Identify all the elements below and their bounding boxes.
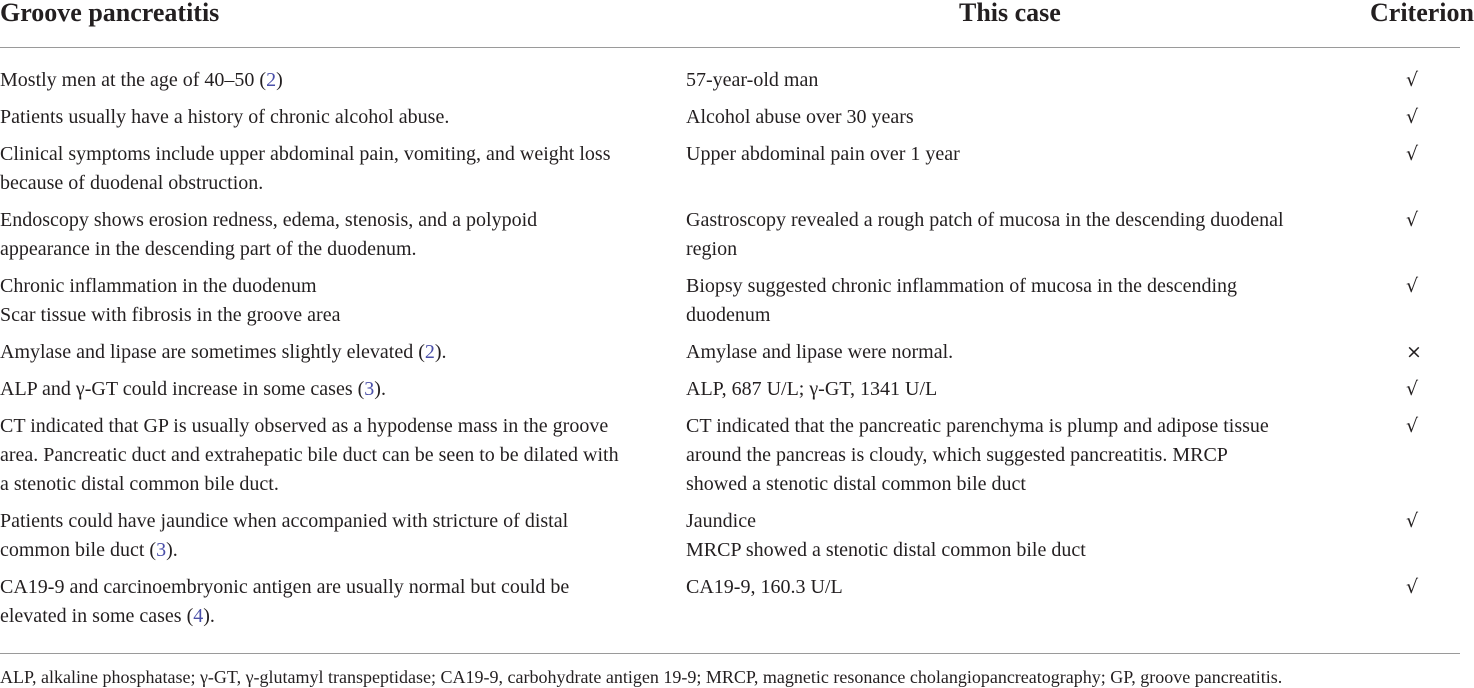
feature-line (0, 412, 686, 441)
table-footnote: ALP, alkaline phosphatase; γ-GT, γ-glutamyl transpeptidase; CA19-9, carbohydrate antigen 19-9; MRCP, magnetic resonance cholangiopancreatography; GP, groove pancreatitis. (0, 667, 1283, 687)
feature-line (0, 441, 686, 470)
feature-text: ALP and γ-GT could increase in some cases ( (0, 378, 365, 400)
feature-text: Clinical symptoms include upper abdominal pain, vomiting, and weight loss (0, 143, 611, 165)
table-row (0, 140, 1460, 206)
table-row (0, 375, 1460, 412)
criterion-cross-mark: × (1406, 341, 1422, 363)
feature-line (0, 103, 686, 132)
case-line: region (686, 238, 738, 260)
criterion-check-mark: √ (1406, 69, 1419, 91)
cell-this-case (686, 206, 1370, 272)
feature-line (0, 301, 686, 330)
feature-line (0, 206, 686, 235)
case-line: duodenum (686, 304, 771, 326)
table-body (0, 48, 1460, 654)
table-row (0, 412, 1460, 507)
table-row (0, 48, 1460, 104)
feature-line (0, 375, 686, 404)
feature-line (0, 235, 686, 264)
feature-line (0, 338, 686, 367)
feature-line (0, 536, 686, 565)
cell-groove-feature (0, 412, 686, 507)
cell-this-case (686, 375, 1370, 412)
cell-groove-feature (0, 206, 686, 272)
reference-link[interactable]: 3 (364, 378, 375, 400)
cell-groove-feature (0, 375, 686, 412)
cell-this-case (686, 507, 1370, 573)
case-line: MRCP showed a stenotic distal common bile duct (686, 539, 1086, 561)
reference-link[interactable]: 4 (193, 605, 204, 627)
feature-text-suffix: ). (374, 378, 386, 400)
criterion-check-mark: √ (1406, 106, 1419, 128)
feature-text-suffix: ) (276, 69, 283, 91)
criterion-check-mark: √ (1406, 275, 1419, 297)
cell-groove-feature (0, 338, 686, 375)
cell-groove-feature (0, 140, 686, 206)
feature-line (0, 169, 686, 198)
cell-groove-feature (0, 103, 686, 140)
criterion-check-mark: √ (1406, 378, 1419, 400)
table-row (0, 103, 1460, 140)
feature-line (0, 507, 686, 536)
feature-text-suffix: ). (434, 341, 447, 363)
table-row (0, 206, 1460, 272)
case-line: Upper abdominal pain over 1 year (686, 143, 960, 165)
feature-text: Patients usually have a history of chronic alcohol abuse. (0, 106, 450, 128)
case-line: Gastroscopy revealed a rough patch of mucosa in the descending duodenal (686, 209, 1284, 231)
case-line: showed a stenotic distal common bile duct (686, 473, 1026, 495)
feature-text: common bile duct ( (0, 539, 157, 561)
case-line: CT indicated that the pancreatic parenchyma is plump and adipose tissue (686, 415, 1269, 437)
case-line: 57-year-old man (686, 69, 819, 91)
feature-text: Amylase and lipase are sometimes slightly elevated ( (0, 341, 425, 363)
case-line: around the pancreas is cloudy, which suggested pancreatitis. MRCP (686, 444, 1228, 466)
header-row (0, 0, 1460, 48)
criterion-check-mark: √ (1406, 415, 1419, 437)
table-row (0, 573, 1460, 654)
cell-groove-feature (0, 48, 686, 104)
feature-line (0, 602, 686, 631)
feature-line (0, 470, 686, 499)
header-groove-pancreatitis: Groove pancreatitis (0, 0, 686, 48)
feature-line (0, 66, 686, 95)
case-line: Jaundice (686, 510, 756, 532)
criterion-check-mark: √ (1370, 573, 1460, 654)
feature-text-suffix: ). (203, 605, 215, 627)
criterion-check-mark: √ (1406, 209, 1419, 231)
case-line: Amylase and lipase were normal. (686, 341, 954, 363)
feature-text: area. Pancreatic duct and extrahepatic bile duct can be seen to be dilated with (0, 444, 619, 466)
cell-this-case (686, 412, 1370, 507)
table-row (0, 507, 1460, 573)
table-row (0, 272, 1460, 338)
feature-text-suffix: ). (166, 539, 178, 561)
feature-text: Mostly men at the age of 40–50 ( (0, 69, 267, 91)
cell-this-case (686, 103, 1370, 140)
feature-line (0, 573, 686, 602)
cell-this-case (686, 48, 1370, 104)
feature-text: CT indicated that GP is usually observed as a hypodense mass in the groove (0, 415, 609, 437)
cell-groove-feature (0, 573, 686, 654)
case-line: Alcohol abuse over 30 years (686, 106, 914, 128)
feature-line (0, 140, 686, 169)
feature-text: CA19-9 and carcinoembryonic antigen are usually normal but could be (0, 576, 570, 598)
table-row (0, 338, 1460, 375)
case-line: CA19-9, 160.3 U/L (686, 576, 843, 598)
cell-this-case (686, 573, 1370, 654)
case-line: ALP, 687 U/L; γ-GT, 1341 U/L (686, 378, 938, 400)
feature-line (0, 272, 686, 301)
feature-text: appearance in the descending part of the duodenum. (0, 238, 417, 260)
header-this-case: This case (686, 0, 1370, 48)
reference-link[interactable]: 2 (424, 341, 435, 363)
reference-link[interactable]: 3 (156, 539, 167, 561)
cell-groove-feature (0, 272, 686, 338)
cell-this-case (686, 272, 1370, 338)
case-line: Biopsy suggested chronic inflammation of mucosa in the descending (686, 275, 1237, 297)
cell-this-case (686, 338, 1370, 375)
header-criterion: Criterion (1370, 0, 1460, 48)
feature-text: Chronic inflammation in the duodenum (0, 275, 317, 297)
feature-text: Patients could have jaundice when accompanied with stricture of distal (0, 510, 569, 532)
cell-groove-feature (0, 507, 686, 573)
feature-text: Endoscopy shows erosion redness, edema, stenosis, and a polypoid (0, 209, 538, 231)
feature-text: elevated in some cases ( (0, 605, 194, 627)
feature-text: Scar tissue with fibrosis in the groove area (0, 304, 341, 326)
criterion-check-mark: √ (1406, 143, 1419, 165)
reference-link[interactable]: 2 (266, 69, 277, 91)
feature-text: a stenotic distal common bile duct. (0, 473, 279, 495)
cell-this-case (686, 140, 1370, 206)
criterion-check-mark: √ (1406, 510, 1419, 532)
feature-text: because of duodenal obstruction. (0, 172, 264, 194)
